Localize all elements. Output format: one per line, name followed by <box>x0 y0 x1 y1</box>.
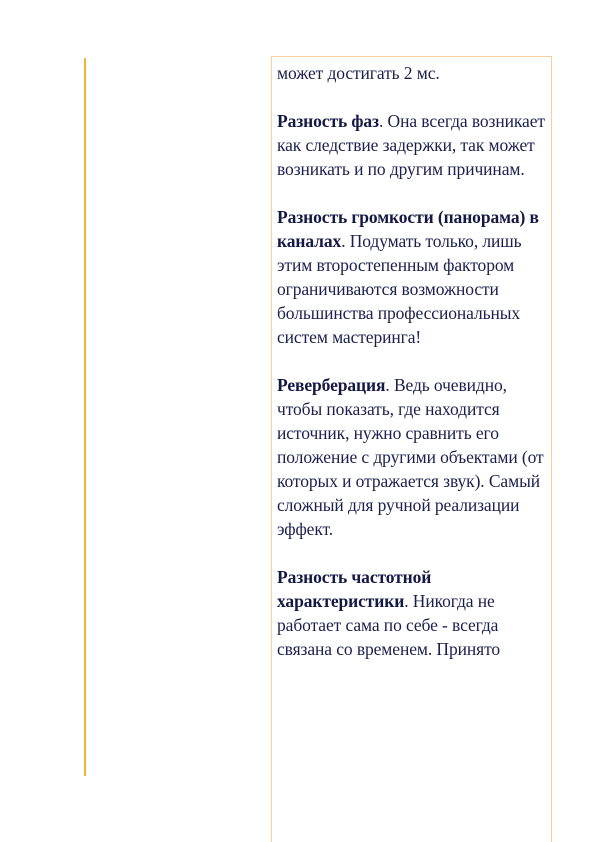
paragraph-heading: Разность громкости (панорама) в каналах <box>277 207 539 251</box>
text-column <box>277 61 549 685</box>
paragraph-body: может достигать 2 мс. <box>277 63 440 83</box>
paragraph-reverberation <box>277 373 549 541</box>
paragraph-phase-difference <box>277 109 549 181</box>
paragraph-body: . Она всегда возникает как следствие задержки, так может возникать и по другим причинам. <box>277 111 545 179</box>
margin-rule <box>84 58 86 776</box>
paragraph-heading: Разность фаз <box>277 111 379 131</box>
paragraph-continuation <box>277 61 549 85</box>
paragraph-heading: Реверберация <box>277 375 386 395</box>
paragraph-body: . Подумать только, лишь этим второстепенным фактором ограничиваются возможности большинства профессиональных систем мастеринга! <box>277 231 522 347</box>
paragraph-body: . Никогда не работает сама по себе - всегда связана со временем. Принято <box>277 591 501 659</box>
paragraph-body: . Ведь очевидно, чтобы показать, где находится источник, нужно сравнить его положение с другими объектами (от которых и отражается звук). Самый сложный для ручной реализации эффект. <box>277 375 544 539</box>
paragraph-volume-difference <box>277 205 549 349</box>
paragraph-frequency-response <box>277 565 549 661</box>
paragraph-heading: Разность частотной характеристики <box>277 567 432 611</box>
